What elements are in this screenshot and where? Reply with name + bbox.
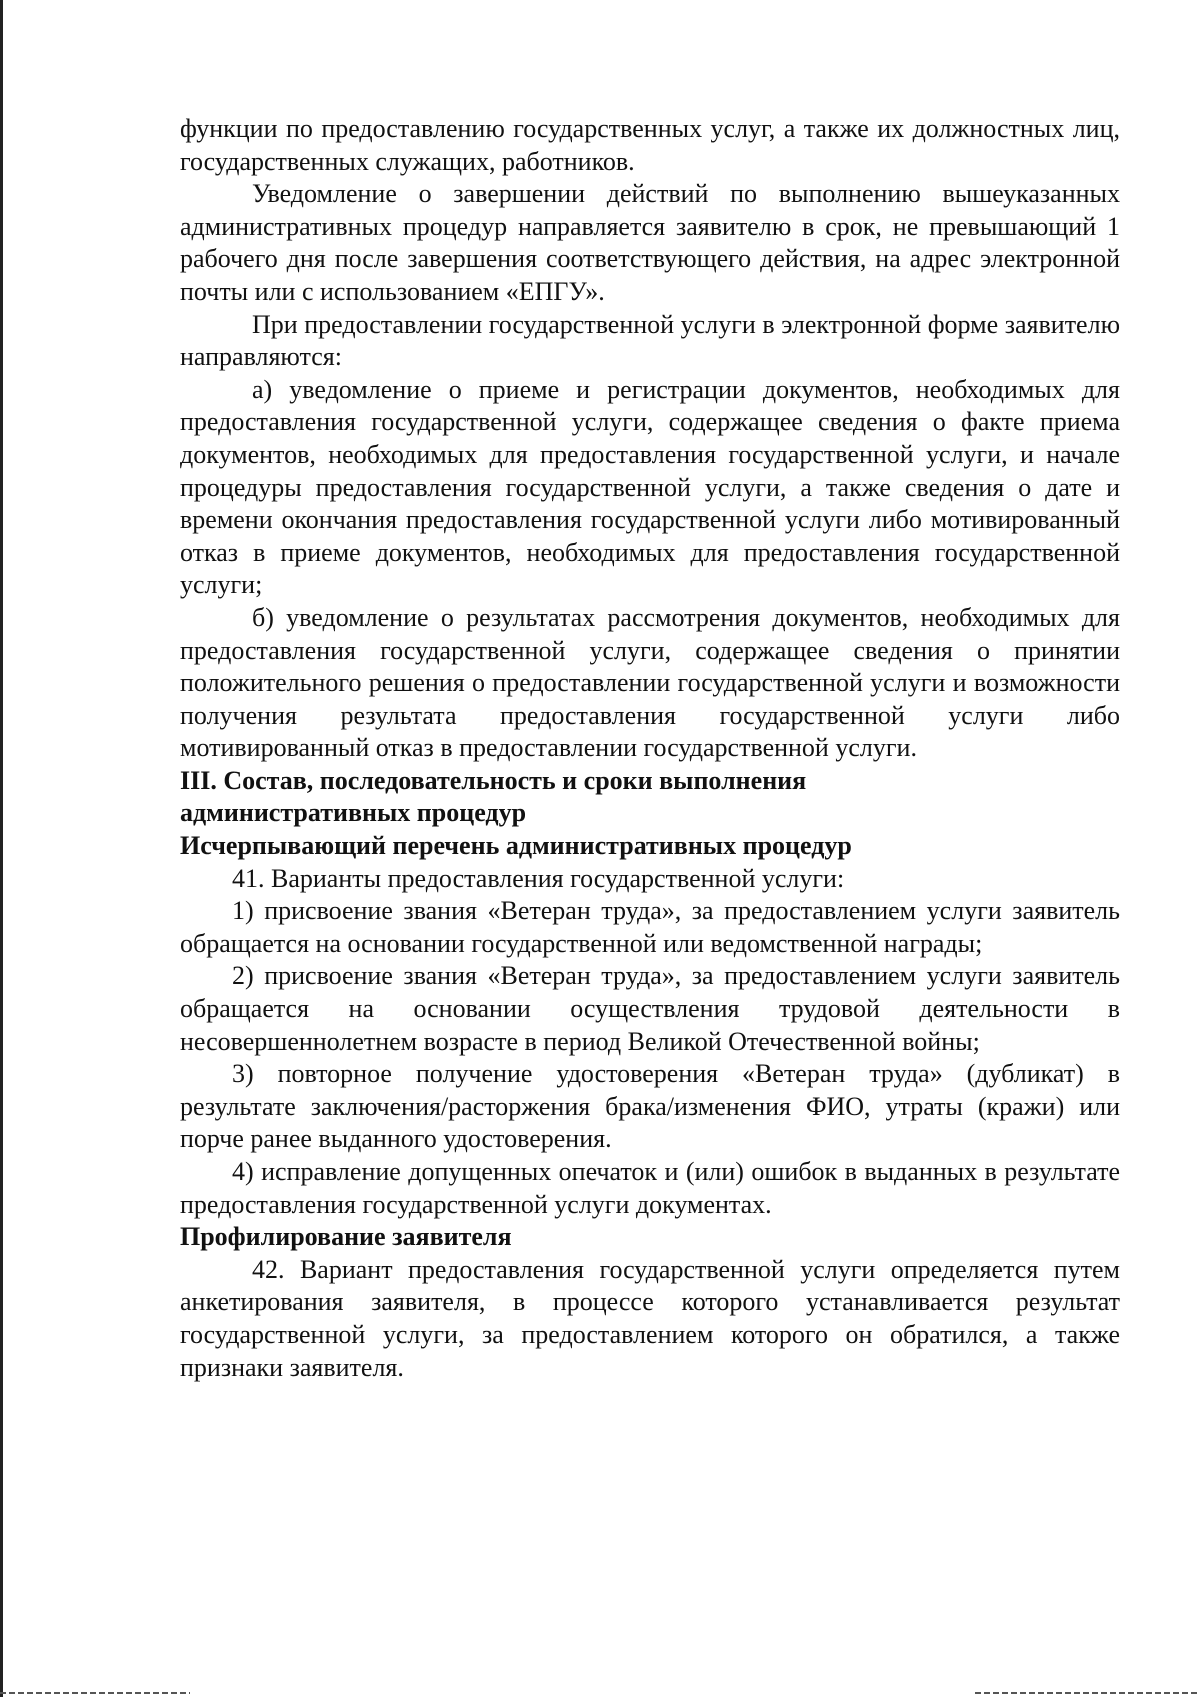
subheading-procedures-list: Исчерпывающий перечень административных процедур [180, 831, 852, 861]
paragraph-option-4: 4) исправление допущенных опечаток и (или) ошибок в выданных в результате предоставления государственной услуги документах. [180, 1157, 1120, 1219]
paragraph-electronic-form: При предоставлении государственной услуги в электронной форме заявителю направляются: [180, 309, 1120, 372]
paragraph-continuation: функции по предоставлению государственных услуг, а также их должностных лиц, государственных служащих, работников. [180, 114, 1120, 176]
paragraph-item-a: а) уведомление о приеме и регистрации документов, необходимых для предоставления государственной услуги, содержащее сведения о факте приема документов, необходимых для предоставления государственной услуги, и начале процедуры предоставления государственной услуги, а также сведения о дате и времени окончания предоставления государственной услуги либо мотивированный отказ в приеме документов, необходимых для предоставления государственной услуги; [180, 374, 1120, 600]
scan-bottom-line-right [975, 1692, 1200, 1694]
scan-left-edge [0, 0, 3, 1697]
section-title-line-2: административных процедур [180, 798, 527, 828]
document-body [180, 113, 1120, 1384]
section-title [180, 765, 1120, 830]
paragraph-option-2: 2) присвоение звания «Ветеран труда», за предоставлением услуги заявитель обращается на основании осуществления трудовой деятельности в несовершеннолетнем возрасте в период Великой Отечественной войны; [180, 961, 1120, 1056]
scan-bottom-line-left [0, 1692, 190, 1694]
paragraph-41: 41. Варианты предоставления государственной услуги: [232, 863, 845, 893]
paragraph-option-3: 3) повторное получение удостоверения «Ветеран труда» (дубликат) в результате заключения/расторжения брака/изменения ФИО, утраты (кражи) или порче ранее выданного удостоверения. [180, 1059, 1120, 1154]
paragraph-notification: Уведомление о завершении действий по выполнению вышеуказанных административных процедур направляется заявителю в срок, не превышающий 1 рабочего дня после завершения соответствующего действия, на адрес электронной почты или с использованием «ЕПГУ». [180, 179, 1120, 306]
paragraph-option-1: 1) присвоение звания «Ветеран труда», за предоставлением услуги заявитель обращается на основании государственной или ведомственной награды; [180, 896, 1120, 958]
section-title-line-1: III. Состав, последовательность и сроки выполнения [180, 765, 807, 795]
paragraph-item-b: б) уведомление о результатах рассмотрения документов, необходимых для предоставления государственной услуги, содержащее сведения о принятии положительного решения о предоставлении государственной услуги и возможности получения результата предоставления государственной услуги либо мотивированный отказ в предоставлении государственной услуги. [180, 602, 1120, 763]
paragraph-42: 42. Вариант предоставления государственной услуги определяется путем анкетирования заявителя, в процессе которого устанавливается результат государственной услуги, за предоставлением которого он обратился, а также признаки заявителя. [180, 1254, 1120, 1382]
subheading-profiling: Профилирование заявителя [180, 1222, 512, 1252]
